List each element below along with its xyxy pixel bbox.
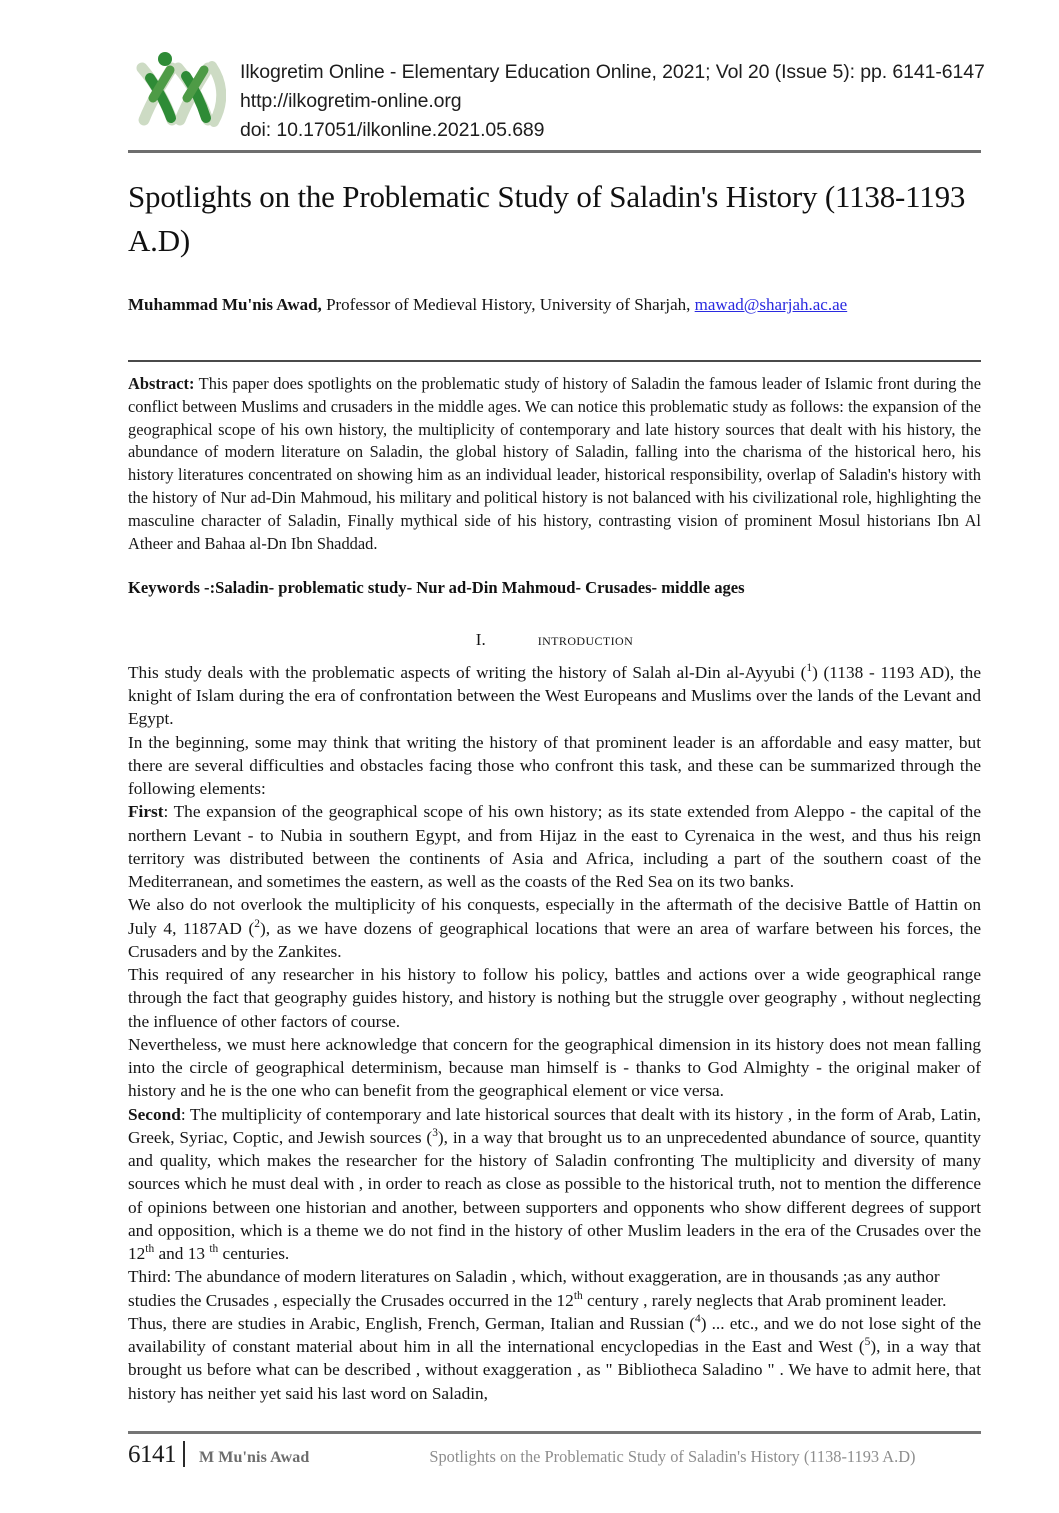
para1-part-b: ) (1138 - 1193 AD), the knight of Islam during the era of confrontation between the West Europeans and Muslims over the lands of the Levant and Egypt. [128, 662, 981, 729]
paragraph-2: In the beginning, some may think that writing the history of that prominent leader is an affordable and easy matter, but there are several difficulties and obstacles facing those who confront this task, and these can be summarized through the following elements: [128, 732, 981, 799]
para7-label: Second [128, 1104, 181, 1124]
journal-info [240, 44, 985, 145]
para1-part-a: This study deals with the problematic aspects of writing the history of Salah al-Din al-Ayyubi ( [128, 662, 807, 682]
paragraph-6: Nevertheless, we must here acknowledge that concern for the geographical dimension in its history does not mean falling into the circle of geographical determinism, because man himself is - thanks to God Almighty - the original maker of history and he is the one who can benefit from the geographical element or vice versa. [128, 1034, 981, 1101]
para8-part-a: Third: The abundance of modern literatures on Saladin , which, without exaggeration, are in thousands ;as any author studies the Crusades , especially the Crusades occurred in the 12 [128, 1267, 940, 1310]
para7-part-a: : The multiplicity of contemporary and late historical sources that dealt with its history , in the form of Arab, Latin, Greek, Syriac, Coptic, and Jewish sources ( [128, 1104, 981, 1147]
header-divider [128, 150, 981, 153]
page-number: 6141 [128, 1441, 176, 1468]
journal-citation-line: Ilkogretim Online - Elementary Education Online, 2021; Vol 20 (Issue 5): pp. 6141-6147 [240, 61, 985, 83]
para7-part-c: and 13 [154, 1244, 210, 1264]
footer-separator [183, 1441, 185, 1467]
para4-part-b: ), as we have dozens of geographical locations that were an area of warfare between his forces, the Crusaders and by the Zankites. [128, 918, 982, 961]
page-footer [128, 1431, 981, 1469]
author-name: Muhammad Mu'nis Awad, [128, 295, 322, 315]
paragraph-1 [128, 661, 981, 731]
footnote-ref-3[interactable]: 3 [432, 1127, 438, 1140]
ordinal-suffix-13th: th [209, 1243, 219, 1256]
footnote-ref-5[interactable]: 5 [864, 1336, 871, 1349]
footer-divider [128, 1431, 981, 1434]
paragraph-8-third [128, 1265, 981, 1312]
para9-part-b: ) ... etc., and we do not lose sight of the availability of constant material about him in all the international encyclopedias in the East and West ( [128, 1313, 981, 1357]
paragraph-5: This required of any researcher in his history to follow his policy, battles and actions over a wide geographical range through the fact that geography guides history, and history is nothing but the struggle over geography , without neglecting the influence of other factors of course. [128, 965, 981, 1031]
journal-masthead [128, 44, 985, 141]
abstract-text: This paper does spotlights on the problematic study of history of Saladin the famous leader of Islamic front during the conflict between Muslims and crusaders in the middle ages. We can notice this problematic study as follows: the expansion of the geographical scope of his own history, the multiplicity of contemporary and late history sources that dealt with his history, the abundance of modern literature on Saladin, the global history of Saladin, falling into the charisma of the historical hero, his history literatures concentrated on showing him as an individual leader, historical responsibility, overlap of Saladin's history with the history of Nur ad-Din Mahmoud, his military and political history is not balanced with his civilizational role, highlighting the masculine character of Saladin, Finally mythical side of his history, contrasting vision of prominent Mosul historians Ibn Al Atheer and Bahaa al-Dn Ibn Shaddad. [128, 373, 981, 553]
author-byline [128, 293, 981, 317]
para4-part-a: We also do not overlook the multiplicity of his conquests, especially in the aftermath of the decisive Battle of Hattin on July 4, 1187AD ( [128, 895, 981, 938]
footnote-ref-1[interactable]: 1 [806, 662, 813, 675]
journal-url[interactable]: http://ilkogretim-online.org [240, 89, 462, 112]
footer-running-title: Spotlights on the Problematic Study of Saladin's History (1138-1193 A.D) [429, 1447, 916, 1466]
ordinal-suffix-12th-b: th [573, 1289, 583, 1302]
footnote-ref-2[interactable]: 2 [254, 917, 260, 930]
ordinal-suffix-12th: th [145, 1243, 155, 1256]
para3-text: : The expansion of the geographical scope of his own history; as its state extended from Aleppo - the capital of the northern Levant - to Nubia in southern Egypt, and from Hijaz in the east to Cyrenaica in the west, and thus his reign territory was distributed between the continents of Asia and Africa, including a part of the southern coast of the Mediterranean, and sometimes the eastern, as well as the coasts of the Red Sea on its two banks. [128, 802, 981, 892]
article-body [128, 661, 981, 1405]
section-title: introduction [537, 629, 634, 649]
footnote-ref-4[interactable]: 4 [695, 1313, 701, 1326]
keywords-line: Keywords -:Saladin- problematic study- Nur ad-Din Mahmoud- Crusades- middle ages [128, 577, 745, 597]
author-email-link[interactable]: mawad@sharjah.ac.ae [694, 295, 848, 315]
abstract-label: Abstract: [128, 373, 195, 393]
paragraph-3-first [128, 800, 981, 893]
footer-author: M Mu'nis Awad [199, 1449, 310, 1466]
paragraph-9 [128, 1312, 981, 1405]
para9-part-c: ), in a way that brought us before what can be described , without exaggeration , as " Bibliotheca Saladino " . We have to admit here, that history has neither yet said his last word on Saladin, [128, 1337, 981, 1403]
author-affiliation: Professor of Medieval History, University of Sharjah, [321, 295, 695, 315]
section-number: I. [475, 629, 486, 649]
journal-doi[interactable]: doi: 10.17051/ilkonline.2021.05.689 [240, 118, 545, 141]
section-heading-introduction [128, 630, 981, 650]
paragraph-4 [128, 893, 981, 963]
footer-row [128, 1441, 981, 1469]
abstract-block [128, 373, 981, 556]
para8-part-b: century , rarely neglects that Arab prominent leader. [582, 1290, 947, 1310]
page-title: Spotlights on the Problematic Study of Saladin's History (1138-1193 A.D) [128, 179, 966, 259]
para7-part-d: centuries. [218, 1244, 290, 1264]
para7-part-b: ), in a way that brought us to an unprecedented abundance of source, quantity and quality, which makes the researcher for the history of Saladin confronting The multiplicity and diversity of many sources which he must deal with , in order to reach as close as possible to the historical truth, not to mention the difference of opinions between one historian and another, between supporters and opponents who show different degrees of support and opposition, which is a theme we do not find in the history of other Muslim leaders in the era of the Crusades over the 12 [128, 1127, 982, 1264]
para9-part-a: Thus, there are studies in Arabic, English, French, German, Italian and Russian ( [128, 1313, 695, 1333]
paragraph-7-second [128, 1103, 981, 1266]
para3-label: First [128, 802, 164, 822]
journal-logo-icon [128, 46, 226, 132]
abstract-divider [128, 360, 981, 362]
